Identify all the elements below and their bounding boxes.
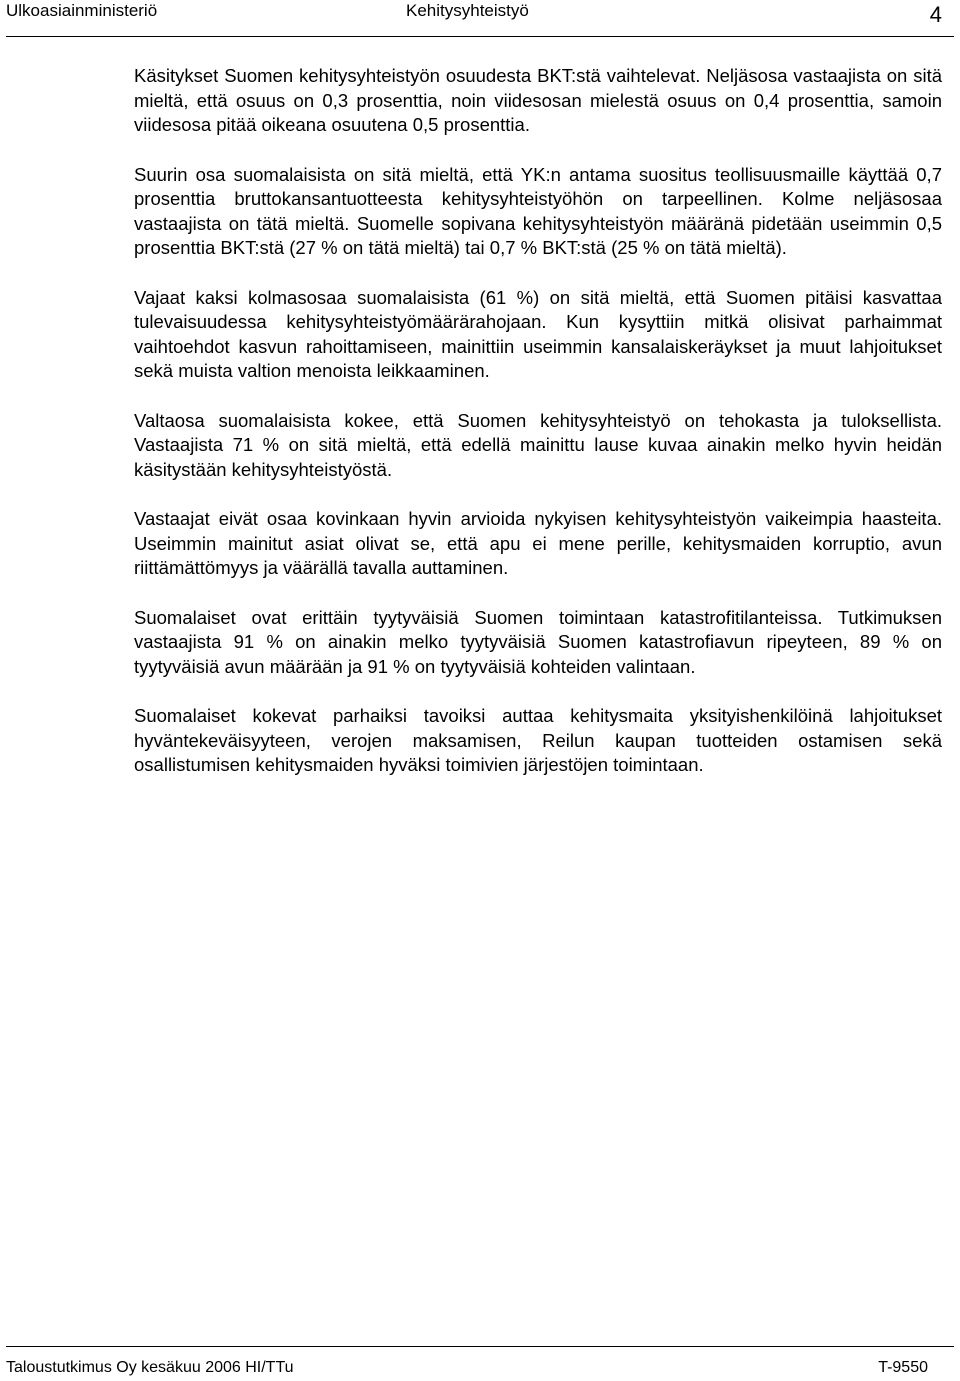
footer-publisher: Taloustutkimus Oy kesäkuu 2006 HI/TTu — [6, 1359, 294, 1376]
paragraph: Vajaat kaksi kolmasosaa suomalaisista (61 %) on sitä mieltä, että Suomen pitäisi kasvattaa tulevaisuudessa kehitysyhteistyömäärärahojaan. Kun kysyttiin mitkä olisivat parhaimmat vaihtoehdot kasvun rahoittamiseen, mainittiin useimmin kansalaiskeräykset ja muut lahjoitukset sekä muista valtion menoista leikkaaminen. — [134, 286, 942, 381]
paragraph: Suomalaiset ovat erittäin tyytyväisiä Suomen toimintaan katastrofitilanteissa. Tutkimuksen vastaajista 91 % on ainakin melko tyytyväisiä Suomen katastrofiavun ripeyteen, 89 % on tyytyväisiä avun määrään ja 91 % on tyytyväisiä kohteiden valintaan. — [134, 606, 942, 677]
paragraph: Suurin osa suomalaisista on sitä mieltä, että YK:n antama suositus teollisuusmaille käyttää 0,7 prosenttia bruttokansantuotteesta kehitysyhteistyöhön on tarpeellinen. Kolme neljäsosaa vastaajista on tätä mieltä. Suomelle sopivana kehitysyhteistyön määränä pidetään useimmin 0,5 prosenttia BKT:stä (27 % on tätä mieltä) tai 0,7 % BKT:stä (25 % on tätä mieltä). — [134, 163, 942, 258]
paragraph: Suomalaiset kokevat parhaiksi tavoiksi auttaa kehitysmaita yksityishenkilöinä lahjoitukset hyväntekeväisyyteen, verojen maksamisen, Reilun kaupan tuotteiden ostamisen sekä osallistumisen kehitysmaiden hyväksi toimivien järjestöjen toimintaan. — [134, 705, 942, 775]
header-topic: Kehitysyhteistyö — [406, 1, 529, 20]
paragraph: Käsitykset Suomen kehitysyhteistyön osuudesta BKT:stä vaihtelevat. Neljäsosa vastaajista on sitä mieltä, että osuus on 0,3 prosenttia, noin viidesosan mielestä osuus on 0,4 prosenttia, samoin viidesosa pitää oikeana osuutena 0,5 prosenttia. — [134, 65, 942, 135]
paragraph: Vastaajat eivät osaa kovinkaan hyvin arvioida nykyisen kehitysyhteistyön vaikeimpia haasteita. Useimmin mainitut asiat olivat se, että apu ei mene perille, kehitysmaiden korruptio, avun riittämättömyys ja väärällä tavalla auttaminen. — [134, 508, 942, 578]
document-body — [134, 64, 942, 803]
page-number: 4 — [929, 2, 942, 27]
header-organization: Ulkoasiainministeriö — [6, 1, 158, 20]
page-header — [6, 0, 954, 37]
page-footer — [6, 1346, 954, 1381]
footer-report-code: T-9550 — [878, 1359, 928, 1376]
paragraph: Valtaosa suomalaisista kokee, että Suomen kehitysyhteistyö on tehokasta ja tuloksellista. Vastaajista 71 % on sitä mieltä, että edellä mainittu lause kuvaa ainakin melko hyvin heidän käsitystään kehitysyhteistyöstä. — [134, 409, 942, 480]
